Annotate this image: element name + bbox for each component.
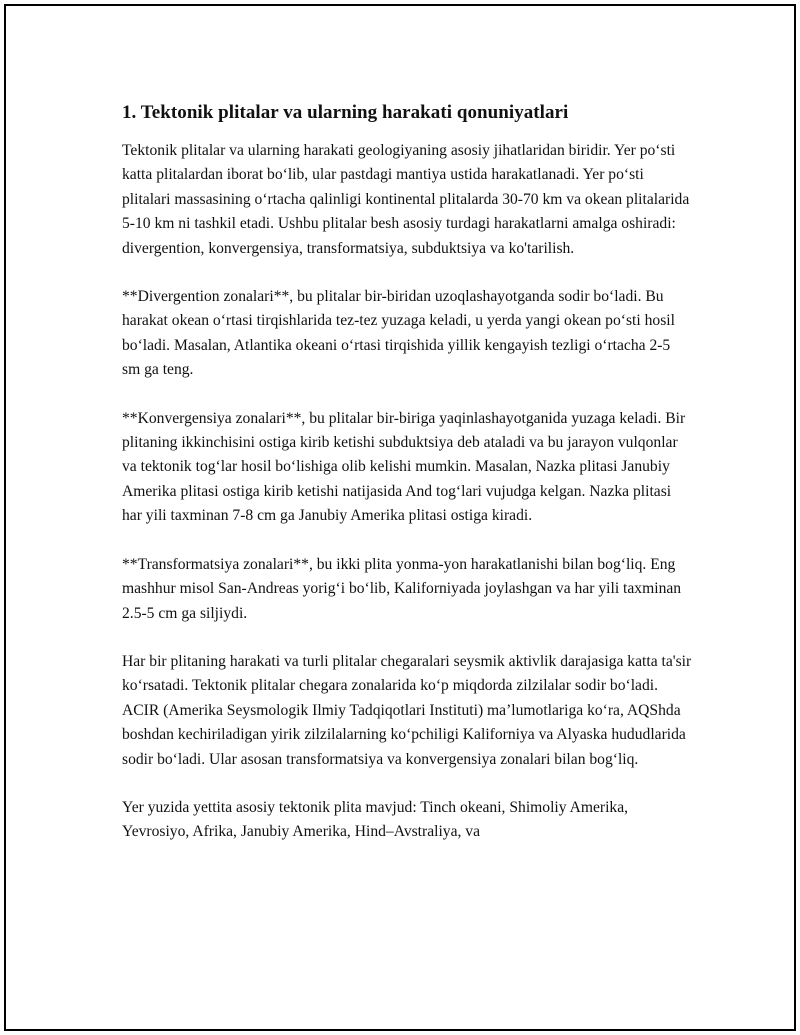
paragraph-convergence: **Konvergensiya zonalari**, bu plitalar bir-biriga yaqinlashayotganida yuzaga keladi. Bir plitaning ikkinchisini ostiga kirib ketishi subduktsiya deb ataladi va bu jarayon vulqonlar va tektonik togʻlar hosil boʻlishiga olib kelishi mumkin. Masalan, Nazka plitasi Janubiy Amerika plitasi ostiga kirib ketishi natijasida And togʻlari vujudga kelgan. Nazka plitasi har yili taxminan 7-8 cm ga Janubiy Amerika plitasi ostiga kiradi. <box>122 409 686 525</box>
paragraph-seismic: Har bir plitaning harakati va turli plitalar chegaralari seysmik aktivlik darajasiga katta ta'sir koʻrsatadi. Tektonik plitalar chegara zonalarida koʻp miqdorda zilzilalar sodir boʻladi. ACIR (Amerika Seysmologik Ilmiy Tadqiqotlari Instituti) maʼlumotlariga koʻra, AQShda boshdan kechiriladigan yirik zilzilalarning koʻpchiligi Kaliforniya va Alyaska hududlarida sodir boʻladi. Ular asosan transformatsiya va konvergensiya zonalari bilan bogʻliq. <box>122 652 692 768</box>
document-body <box>122 101 692 869</box>
paragraph-divergence: **Divergention zonalari**, bu plitalar bir-biridan uzoqlashayotganda sodir boʻladi. Bu harakat okean oʻrtasi tirqishlarida tez-tez yuzaga keladi, u yerda yangi okean poʻsti hosil boʻladi. Masalan, Atlantika okeani oʻrtasi tirqishida yillik kengayish tezligi oʻrtacha 2-5 sm ga teng. <box>122 288 675 379</box>
paragraph-transform: **Transformatsiya zonalari**, bu ikki plita yonma-yon harakatlanishi bilan bogʻliq. Eng mashhur misol San-Andreas yorigʻi boʻlib, Kaliforniyada joylashgan va har yili taxminan 2.5-5 cm ga siljiydi. <box>122 555 682 622</box>
section-title: 1. Tektonik plitalar va ularning harakati qonuniyatlari <box>122 102 569 123</box>
paragraph-plates-list: Yer yuzida yettita asosiy tektonik plita mavjud: Tinch okeani, Shimoliy Amerika, Yevrosiyo, Afrika, Janubiy Amerika, Hind–Avstraliya, va <box>122 798 629 841</box>
page-frame <box>4 4 796 1031</box>
paragraph-intro: Tektonik plitalar va ularning harakati geologiyaning asosiy jihatlaridan biridir. Yer poʻsti katta plitalardan iborat boʻlib, ular pastdagi mantiya ustida harakatlanadi. Yer poʻsti plitalari massasining oʻrtacha qalinligi kontinental plitalarda 30-70 km va okean plitalarida 5-10 km ni tashkil etadi. Ushbu plitalar besh asosiy turdagi harakatlarni amalga oshiradi: divergention, konvergensiya, transformatsiya, subduktsiya va ko'tarilish. <box>122 142 690 257</box>
